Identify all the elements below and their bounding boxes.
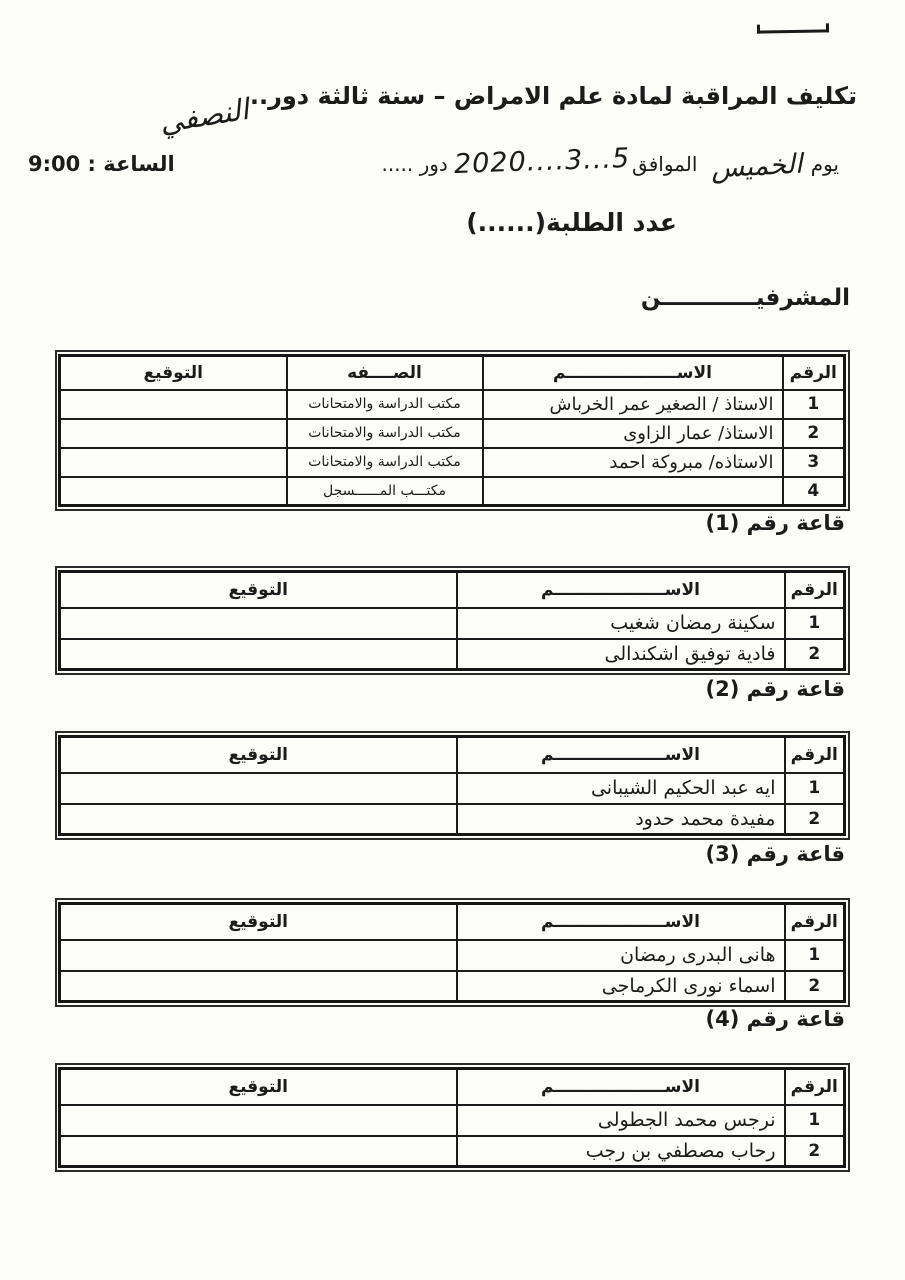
- col-header-role: الصــــفه: [287, 356, 483, 390]
- supervisors-table-wrapper: [55, 350, 850, 511]
- supervisor-role: مكتـــب المــــــسجل: [287, 477, 483, 506]
- supervisor-row: [60, 448, 845, 477]
- invigilator-signature-cell: [60, 639, 457, 670]
- room-header-row: [60, 572, 845, 608]
- invigilator-signature-cell: [60, 1105, 457, 1136]
- supervisor-name: الاستاذ / الصغير عمر الخرباش: [483, 390, 783, 419]
- invigilator-number: 1: [785, 608, 845, 639]
- invigilator-row: [60, 639, 845, 670]
- invigilator-row: [60, 608, 845, 639]
- invigilator-number: 2: [785, 1136, 845, 1167]
- room-header-row: [60, 904, 845, 940]
- invigilator-number: 1: [785, 1105, 845, 1136]
- col-header-signature: التوقيع: [60, 356, 287, 390]
- time-label: الساعة : 9:00: [28, 151, 175, 176]
- round-label: دور .....: [381, 151, 448, 176]
- supervisor-row: [60, 390, 845, 419]
- corresponding-date-label: الموافق: [632, 151, 698, 176]
- invigilator-name: هانى البدرى رمضان: [457, 940, 785, 971]
- invigilator-number: 1: [785, 940, 845, 971]
- supervisor-name: الاستاذه/ مبروكة احمد: [483, 448, 783, 477]
- supervisor-role: مكتب الدراسة والامتحانات: [287, 390, 483, 419]
- supervisor-name: الاستاذ/ عمار الزاوى: [483, 419, 783, 448]
- supervisor-signature-cell: [60, 419, 287, 448]
- supervisor-number: 1: [783, 390, 845, 419]
- invigilator-name: ايه عبد الحكيم الشيبانى: [457, 773, 785, 804]
- col-header-number: الرقم: [785, 1069, 845, 1105]
- invigilator-name: رحاب مصطفي بن رجب: [457, 1136, 785, 1167]
- invigilator-signature-cell: [60, 608, 457, 639]
- supervisor-role: مكتب الدراسة والامتحانات: [287, 448, 483, 477]
- corner-dash-mark: [757, 23, 829, 33]
- col-header-name: الاســـــــــــــــــــم: [457, 572, 785, 608]
- col-header-number: الرقم: [785, 904, 845, 940]
- supervisors-heading: المشرفيــــــــــــن: [640, 285, 850, 311]
- supervisor-name: [483, 477, 783, 506]
- invigilator-row: [60, 804, 845, 835]
- invigilator-number: 2: [785, 804, 845, 835]
- invigilator-name: مفيدة محمد حدود: [457, 804, 785, 835]
- document-title: [156, 82, 857, 140]
- invigilator-name: اسماء نورى الكرماجى: [457, 971, 785, 1002]
- supervisors-table: [58, 354, 846, 507]
- title-printed-text: تكليف المراقبة لمادة علم الامراض – سنة ثالثة دور..: [249, 82, 857, 110]
- invigilator-name: نرجس محمد الجطولى: [457, 1105, 785, 1136]
- room-3-table-wrapper: [55, 898, 850, 1007]
- supervisor-role: مكتب الدراسة والامتحانات: [287, 419, 483, 448]
- supervisor-signature-cell: [60, 390, 287, 419]
- supervisor-row: [60, 419, 845, 448]
- col-header-signature: التوقيع: [60, 737, 457, 773]
- supervisor-number: 4: [783, 477, 845, 506]
- supervisor-number: 3: [783, 448, 845, 477]
- col-header-name: الاســـــــــــــــــــم: [457, 1069, 785, 1105]
- invigilator-row: [60, 1105, 845, 1136]
- room-header-row: [60, 737, 845, 773]
- room-4-heading: قاعة رقم (4): [705, 1007, 845, 1031]
- room-1-table-wrapper: [55, 566, 850, 675]
- supervisors-header-row: [60, 356, 845, 390]
- invigilator-row: [60, 773, 845, 804]
- room-3-table: [58, 902, 846, 1003]
- col-header-number: الرقم: [785, 572, 845, 608]
- date-handwritten-value: 5...3....2020: [453, 142, 631, 181]
- col-header-number: الرقم: [785, 737, 845, 773]
- invigilator-signature-cell: [60, 804, 457, 835]
- room-4-table: [58, 1067, 846, 1168]
- supervisor-signature-cell: [60, 477, 287, 506]
- day-handwritten-value: الخميس: [710, 148, 804, 185]
- supervisor-number: 2: [783, 419, 845, 448]
- col-header-name: الاســـــــــــــــــــم: [457, 904, 785, 940]
- room-3-heading: قاعة رقم (3): [705, 842, 845, 866]
- invigilator-signature-cell: [60, 971, 457, 1002]
- date-line: [28, 142, 839, 185]
- invigilator-signature-cell: [60, 1136, 457, 1167]
- invigilator-number: 2: [785, 639, 845, 670]
- invigilator-number: 1: [785, 773, 845, 804]
- day-label: يوم: [810, 151, 839, 176]
- invigilator-name: سكينة رمضان شغيب: [457, 608, 785, 639]
- invigilator-row: [60, 1136, 845, 1167]
- col-header-signature: التوقيع: [60, 572, 457, 608]
- room-2-table: [58, 735, 846, 836]
- students-count-label: عدد الطلبة(......): [466, 208, 677, 237]
- col-header-signature: التوقيع: [60, 904, 457, 940]
- room-1-heading: قاعة رقم (1): [705, 511, 845, 535]
- invigilator-number: 2: [785, 971, 845, 1002]
- invigilator-signature-cell: [60, 940, 457, 971]
- col-header-number: الرقم: [783, 356, 845, 390]
- invigilator-signature-cell: [60, 773, 457, 804]
- room-1-table: [58, 570, 846, 671]
- col-header-signature: التوقيع: [60, 1069, 457, 1105]
- invigilator-name: فادية توفيق اشكندالى: [457, 639, 785, 670]
- room-2-heading: قاعة رقم (2): [705, 677, 845, 701]
- col-header-name: الاســـــــــــــــــــم: [483, 356, 783, 390]
- supervisor-signature-cell: [60, 448, 287, 477]
- room-2-table-wrapper: [55, 731, 850, 840]
- col-header-name: الاســـــــــــــــــــم: [457, 737, 785, 773]
- title-handwritten-term: النصفي: [157, 92, 252, 140]
- invigilator-row: [60, 971, 845, 1002]
- supervisor-row: [60, 477, 845, 506]
- invigilator-row: [60, 940, 845, 971]
- room-header-row: [60, 1069, 845, 1105]
- room-4-table-wrapper: [55, 1063, 850, 1172]
